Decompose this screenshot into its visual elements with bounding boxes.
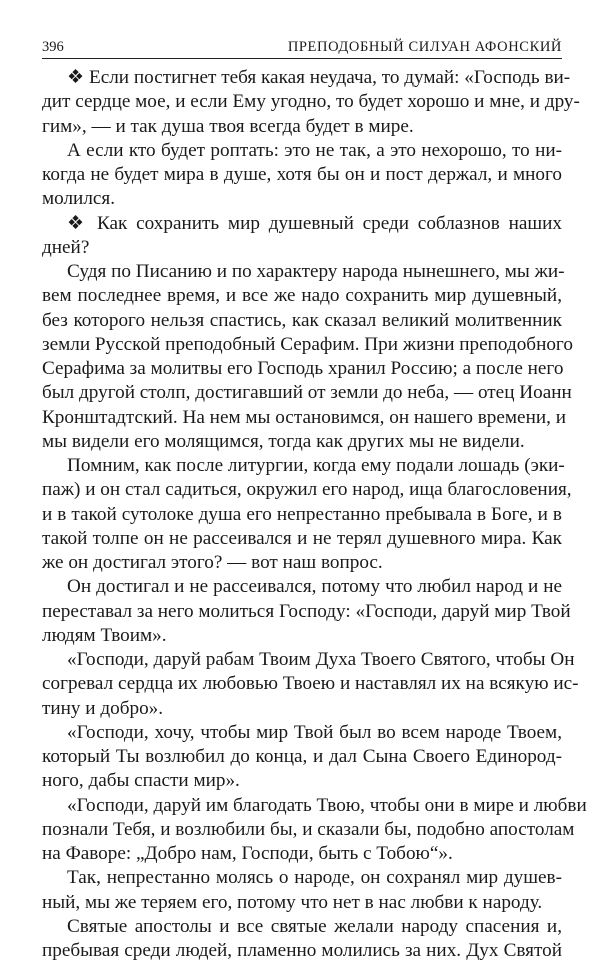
text-line: без которого нельзя спастись, как сказал великий молитвенник: [42, 309, 562, 331]
text-line: Кронштадтский. На нем мы остановимся, он нашего времени, и: [42, 406, 566, 428]
paragraph: [42, 721, 562, 794]
paragraph: [42, 212, 562, 261]
text-line: «Господи, хочу, чтобы мир Твой был во всем народе Твоем,: [67, 721, 562, 743]
text-line: который Ты возлюбил до конца, и дал Сына Своего Единород-: [42, 746, 562, 767]
paragraph: [42, 454, 572, 575]
running-title: ПРЕПОДОБНЫЙ СИЛУАН АФОНСКИЙ: [287, 39, 562, 55]
text-line: ный, мы же теряем его, потому что нет в нас любви к народу.: [42, 891, 543, 913]
text-line: ❖ Как сохранить мир душевный среди соблазнов наших: [67, 212, 562, 234]
text-line: Святые апостолы и все святые желали народу спасения и,: [67, 915, 562, 937]
paragraph: [42, 66, 580, 139]
paragraph: [42, 260, 573, 454]
page-number: 396: [42, 39, 64, 55]
paragraph: [42, 575, 571, 648]
text-line: на Фаворе: „Добро нам, Господи, быть с Тобою“».: [42, 843, 453, 864]
text-line: Так, непрестанно молясь о народе, он сохранял мир душев-: [67, 867, 562, 889]
text-line: молился.: [42, 188, 116, 210]
text-line: же он достигал этого? — вот наш вопрос.: [42, 552, 383, 573]
text-line: Судя по Писанию и по характеру народа нынешнего, мы жи-: [67, 261, 565, 282]
paragraph: [42, 794, 587, 867]
text-line: тину и добро».: [42, 697, 164, 719]
text-line: пребывая среди людей, пламенно молились за них. Дух Святой: [42, 940, 562, 961]
text-line: А если кто будет роптать: это не так, а это нехорошо, то ни-: [67, 139, 562, 161]
text-line: переставал за него молиться Господу: «Господи, даруй мир Твой: [42, 600, 571, 622]
text-line: мы видели его молящимся, тогда как других мы не видели.: [42, 430, 525, 452]
paragraph: [42, 648, 579, 721]
text-line: познали Тебя, и возлюбили бы, и сказали бы, подобно апостолам: [42, 818, 575, 840]
text-line: дней?: [42, 236, 90, 258]
text-line: согревал сердца их любовью Твоею и наставлял их на всякую ис-: [42, 673, 579, 695]
text-line: ❖ Если постигнет тебя какая неудача, то думай: «Господь ви-: [67, 67, 571, 88]
text-line: Он достигал и не рассеивался, потому что любил народ и не: [67, 576, 562, 598]
paragraph: [42, 866, 562, 915]
text-line: такой толпе он не рассеивался и не терял душевного мира. Как: [42, 527, 562, 549]
text-line: Помним, как после литургии, когда ему подали лошадь (эки-: [67, 455, 565, 476]
text-line: был другой столп, достигавший от земли до неба, — отец Иоанн: [42, 382, 572, 404]
text-line: Серафима за молитвы его Господь хранил Россию; а после него: [42, 358, 564, 379]
text-line: когда не будет мира в душе, хотя бы он и пост держал, и много: [42, 164, 562, 185]
text-line: «Господи, даруй им благодать Твою, чтобы они в мире и любви: [67, 794, 587, 816]
text-line: «Господи, даруй рабам Твоим Духа Твоего Святого, чтобы Он: [67, 649, 575, 670]
text-line: людям Твоим».: [42, 624, 167, 646]
paragraph: [42, 915, 562, 963]
paragraph: [42, 139, 562, 212]
page-body: [42, 66, 587, 963]
text-line: и в такой сутолоке душа его непрестанно пребывала в Боге, и в: [42, 503, 562, 525]
running-header: [42, 30, 562, 59]
text-line: вем последнее время, и все же надо сохранить мир душевный,: [42, 285, 562, 307]
text-line: земли Русской преподобный Серафим. При жизни преподобного: [42, 333, 573, 355]
text-line: паж) и он стал садиться, окружил его народ, ища благословения,: [42, 479, 572, 501]
text-line: дит сердце мое, и если Ему угодно, то будет хорошо и мне, и дру-: [42, 91, 580, 113]
text-line: ного, дабы спасти мир».: [42, 770, 240, 792]
text-line: гим», — и так душа твоя всегда будет в мире.: [42, 115, 414, 137]
